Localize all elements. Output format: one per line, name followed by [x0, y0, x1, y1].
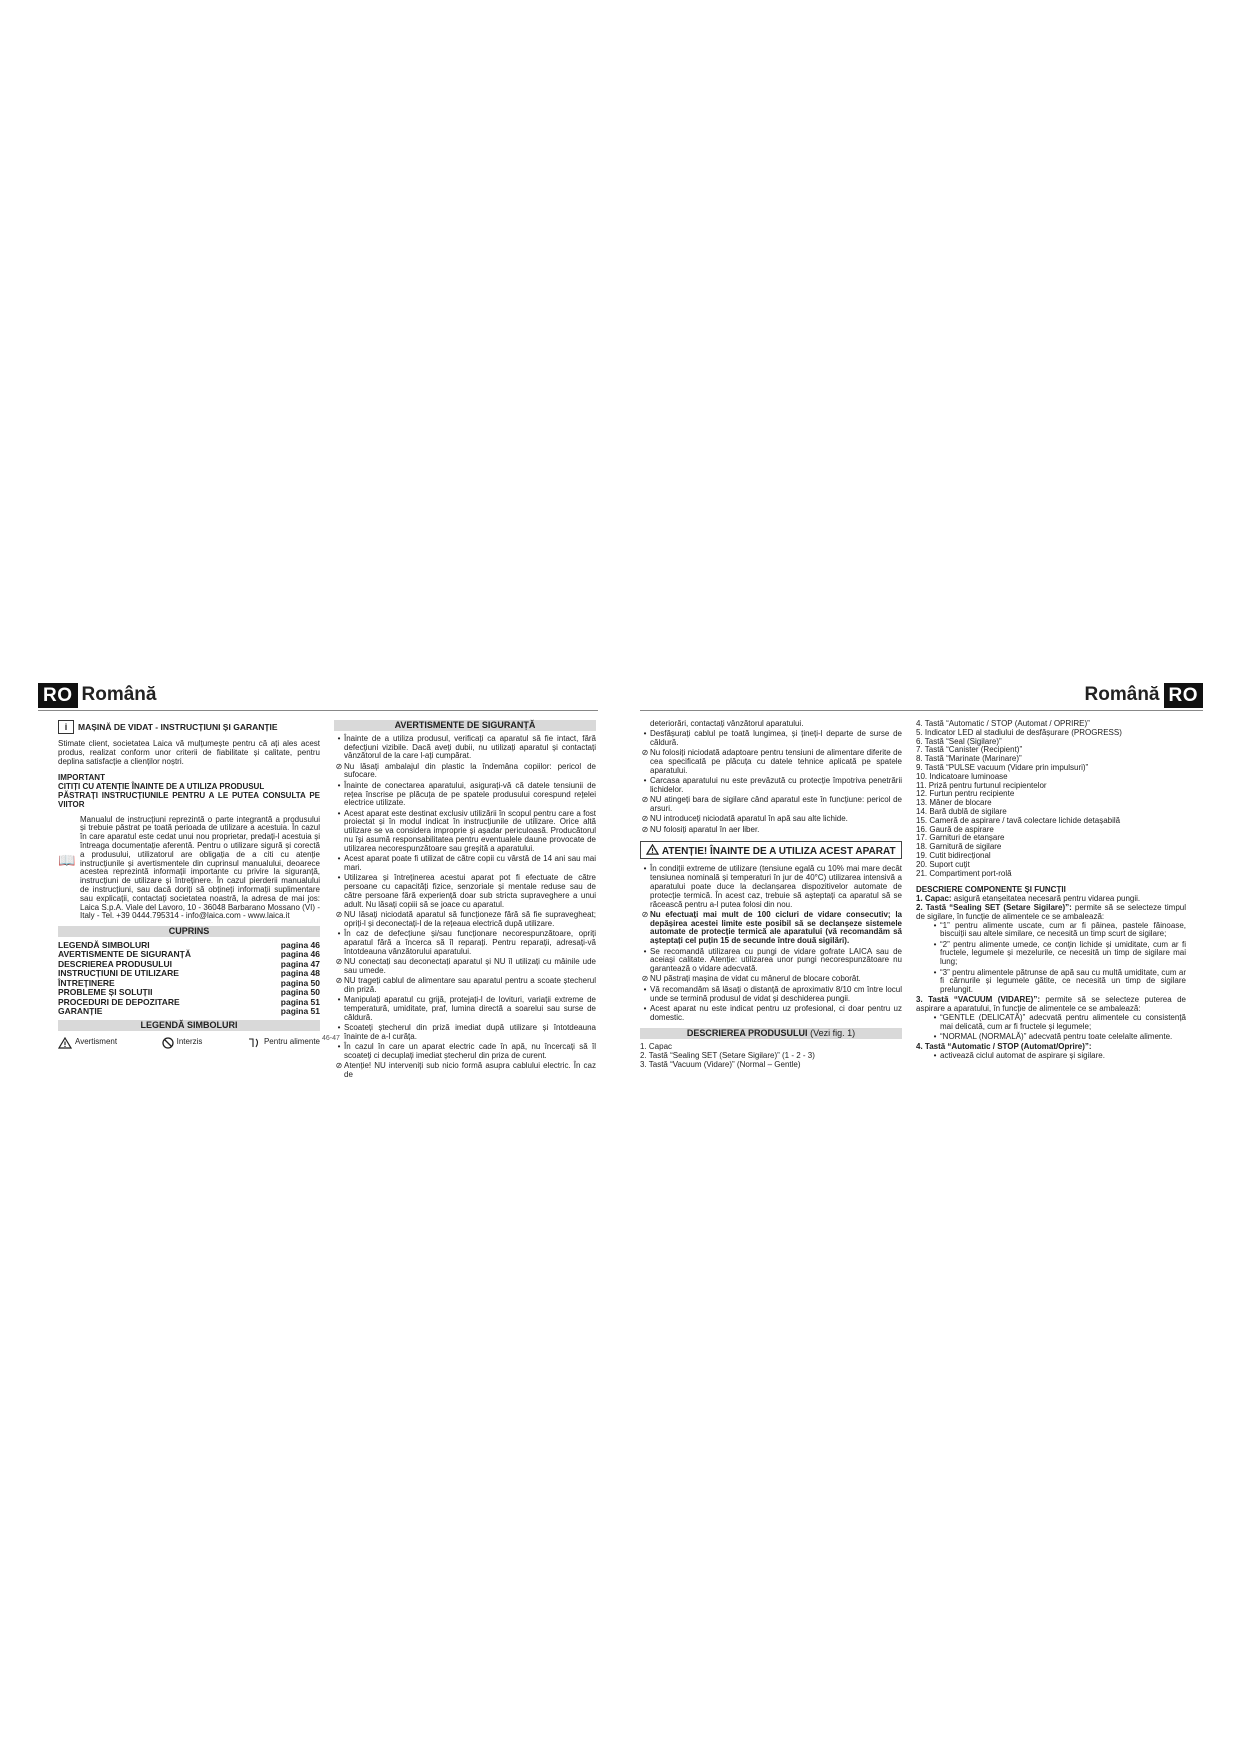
list-item — [334, 958, 596, 976]
toc-page: pagina 46 — [280, 949, 320, 960]
list-item-text: “NORMAL (NORMALĂ)” adecvată pentru toate celelalte alimente. — [940, 1032, 1173, 1042]
list-item-text: NU lăsați niciodată aparatul să funcționeze fără să fie supravegheat; opriți-l și deconectați-l de la rețeaua electrică după utilizare. — [344, 909, 596, 928]
list-item-text: deteriorări, contactați vânzătorul aparatului. — [650, 719, 804, 728]
attention-box: ATENȚIE! ÎNAINTE DE A UTILIZA ACEST APARAT — [640, 841, 902, 860]
list-item — [334, 996, 596, 1022]
list-item-text: NU introduceți niciodată aparatul în apă sau alte lichide. — [650, 814, 848, 824]
list-item-text: Vă recomandăm să lăsați o distanță de aproximativ 8/10 cm între locul unde se termină produsul de vidat și deschiderea pungii. — [650, 984, 902, 1003]
list-item — [640, 749, 902, 775]
list-item-text: Nu efectuați mai mult de 100 cicluri de vidare consecutiv; la depășirea acestei limite este posibil să se declanșeze sistemele automate de protecție termică ale aparatului (vă recomandăm să așteptați cel puțin 15 de secunde între două sigilări). — [650, 909, 902, 946]
list-item-text: Manipulați aparatul cu grijă, protejați-l de lovituri, variații extreme de temperatură, umiditate, praf, lumina directă a soarelui sau surse de căldură. — [344, 995, 596, 1022]
toc-page: pagina 48 — [280, 968, 320, 979]
language-label: Română — [81, 684, 157, 705]
list-item-text: “3” pentru alimentele pătrunse de apă sau cu multă umiditate, cum ar fi cărnurile și legumele gătite, ce necesită un timp de sigilare prelungit. — [940, 967, 1186, 995]
list-item-text: “GENTLE (DELICATĂ)” adecvată pentru alimentele cu consistență mai delicată, cum ar fi fructele și legumele; — [940, 1013, 1186, 1031]
list-item — [334, 735, 596, 761]
list-item — [916, 1014, 1186, 1032]
function-2: 2. Tastă “Sealing SET (Setare Sigilare)”: permite să se selecteze timpul de sigilare, în funcție de alimentele ce se ambalează: — [916, 902, 1186, 921]
function-3-options — [916, 1014, 1186, 1042]
functions-title: DESCRIERE COMPONENTE ȘI FUNCȚII — [916, 885, 1066, 895]
bullet-icon: • — [933, 939, 937, 949]
forbidden-icon: ⊘ — [335, 909, 343, 919]
part-item: 13. Mâner de blocare — [916, 798, 992, 808]
list-item — [334, 1024, 596, 1042]
bullet-icon: • — [933, 1013, 937, 1022]
function-2-options — [916, 922, 1186, 995]
toc-row — [58, 1007, 320, 1017]
bullet-icon: • — [337, 873, 341, 883]
toc-label: LEGENDĂ SIMBOLURI — [58, 939, 150, 950]
important-line: PĂSTRAȚI INSTRUCȚIUNILE PENTRU A LE PUTEA CONSULTA PE VIITOR — [58, 790, 320, 809]
forbidden-icon: ⊘ — [335, 976, 343, 986]
parts-list — [916, 720, 1186, 878]
forbidden-icon: ⊘ — [641, 974, 649, 984]
toc-page: pagina 51 — [280, 996, 320, 1007]
header-rule-left — [38, 710, 598, 711]
list-item — [640, 815, 902, 824]
toc-label: PROCEDURI DE DEPOZITARE — [58, 996, 180, 1007]
food-contact-icon — [247, 1037, 261, 1049]
toc-label: PROBLEME ȘI SOLUȚII — [58, 987, 153, 998]
list-item — [334, 855, 596, 873]
part-item: 5. Indicator LED al stadiului de desfășurare (PROGRESS) — [916, 727, 1122, 737]
language-badge: RO — [1164, 683, 1204, 708]
list-item — [916, 1033, 1186, 1042]
list-item — [334, 911, 596, 929]
list-item — [640, 730, 902, 748]
list-item — [334, 1062, 596, 1080]
part-item: 9. Tastă “PULSE vacuum (Vidare prin impulsuri)” — [916, 762, 1089, 772]
list-item-text: NU păstrați mașina de vidat cu mânerul de blocare coborât. — [650, 974, 861, 984]
forbidden-icon — [162, 1037, 174, 1049]
forbidden-icon: ⊘ — [641, 748, 649, 758]
safety-list — [334, 735, 596, 1080]
list-item-text: Atenție! NU interveniți sub nicio formă asupra cablului electric. În caz de — [344, 1061, 596, 1079]
manual-note — [58, 816, 320, 924]
list-item-text: Utilizarea și întreținerea acestui aparat pot fi efectuate de către persoane cu capacități fizice, senzoriale și mentale reduse sau de către persoane fără experiență doar sub stricta supraveghere a unui adult. Nu lăsați copiii să se joace cu aparatul. — [344, 873, 596, 909]
toc-page: pagina 50 — [280, 977, 320, 988]
list-item — [640, 911, 902, 946]
list-item-text: Acest aparat nu este indicat pentru uz profesional, ci doar pentru uz domestic. — [650, 1003, 902, 1022]
part-item: 19. Cutit bidirecțional — [916, 850, 991, 860]
list-item — [640, 975, 902, 984]
function-4: 4. Tastă “Automatic / STOP (Automat/Oprire)”: — [916, 1042, 1092, 1052]
column-intro — [58, 720, 320, 1049]
bullet-icon: • — [337, 854, 341, 864]
forbidden-icon: ⊘ — [641, 824, 649, 834]
function-4-options — [916, 1052, 1186, 1061]
column-parts — [916, 720, 1186, 1062]
important-line: CITIȚI CU ATENȚIE ÎNAINTE DE A UTILIZA PRODUSUL — [58, 782, 265, 792]
list-item-text: Nu lăsați ambalajul din plastic la îndemâna copiilor: pericol de sufocare. — [344, 761, 596, 780]
part-item: 2. Tastă “Sealing SET (Setare Sigilare)” (1 - 2 - 3) — [640, 1051, 815, 1060]
intro-paragraph: Stimate client, societatea Laica vă mulțumește pentru că ați ales acest produs, realizat conform unor criterii de fiabilitate și calitate, pentru deplina satisfacție a clienților noștri. — [58, 739, 320, 766]
manual-text: Manualul de instrucțiuni reprezintă o parte integrantă a produsului și trebuie păstrat pe toată perioada de utilizare a acestuia. În cazul în care aparatul este cedat unui nou proprietar, predați-l acestuia și întreaga documentație aferentă. Pentru o utilizare sigură și corectă a produsului, utilizatorul are obligația de a citi cu atenție instrucțiunile și avertismentele din cuprinsul manualului, deoarece acestea reprezintă informații importante cu privire la siguranță, instrucțiuni de utilizare și întreținere. În cazul pierderii manualului de instrucțiuni, sau dacă doriți să obțineți informații suplimentare sau explicații, contactați societatea noastră, la adresa de mai jos: Laica S.p.A. Viale del Lavoro, 10 - 36048 Barbarano Mossano (VI) - Italy - Tel. +39 0444.795314 - info@laica.com - www.laica.it — [80, 814, 320, 921]
part-item: 14. Bară dublă de sigilare — [916, 806, 1007, 816]
forbidden-icon: ⊘ — [335, 1061, 343, 1071]
list-item-text: Se recomandă utilizarea cu pungi de vidare gofrate LAICA sau de aceiași calitate. Atenție: utilizarea unor pungi necorespunzătoare nu garantează o vidare adecvată. — [650, 946, 902, 974]
bullet-icon: • — [643, 776, 647, 786]
part-item: 12. Furtun pentru recipiente — [916, 789, 1015, 799]
list-item-text: În caz de defecțiune și/sau funcționare necorespunzătoare, opriți aparatul fără a încerca să îl reparați. Pentru reparații, adresați-vă întotdeauna vânzătorului aparatului. — [344, 929, 596, 956]
list-item-text: Acest aparat este destinat exclusiv utilizării în scopul pentru care a fost proiectat și în modul indicat în instrucțiunile de utilizare. Orice altă utilizare se va considera improprie și așadar periculoasă. Producătorul nu își asumă responsabilitatea pentru eventualele daune provocate de utilizarea necorespunzătoare sau greșită a aparatului. — [344, 808, 596, 853]
bullet-icon: • — [337, 808, 341, 818]
legend-food: Pentru alimente — [247, 1037, 320, 1049]
list-item — [640, 826, 902, 835]
forbidden-icon: ⊘ — [641, 814, 649, 824]
list-item — [640, 948, 902, 974]
part-item: 1. Capac — [640, 1042, 673, 1052]
product-parts-list — [640, 1043, 902, 1069]
toc-label: DESCRIEREA PRODUSULUI — [58, 958, 172, 969]
language-label: Română — [1084, 684, 1160, 705]
part-item: 8. Tastă “Marinate (Marinare)” — [916, 754, 1022, 764]
list-item — [640, 720, 902, 729]
bullet-icon: • — [337, 929, 341, 939]
part-item: 6. Tastă “Seal (Sigilare)” — [916, 736, 1002, 746]
toc-label: INSTRUCȚIUNI DE UTILIZARE — [58, 968, 179, 979]
list-item — [334, 930, 596, 956]
legend-warning: Avertisment — [58, 1037, 117, 1049]
part-item: 18. Garnitură de sigilare — [916, 842, 1002, 852]
safety-title: AVERTISMENTE DE SIGURANȚĂ — [334, 720, 596, 731]
symbol-legend — [58, 1037, 320, 1049]
forbidden-icon: ⊘ — [335, 956, 343, 966]
legend-title: LEGENDĂ SIMBOLURI — [58, 1020, 320, 1031]
page-number: 46-47 — [322, 1035, 340, 1042]
bullet-icon: • — [337, 1042, 341, 1052]
column-safety — [334, 720, 596, 1081]
toc-page: pagina 51 — [280, 1006, 320, 1017]
list-item-text: activează ciclul automat de aspirare și sigilare. — [940, 1051, 1105, 1061]
bullet-icon: • — [643, 946, 647, 956]
list-item — [916, 1052, 1186, 1061]
list-item — [640, 796, 902, 814]
important-heading: IMPORTANT — [58, 773, 105, 783]
part-item: 21. Compartiment port-rolă — [916, 868, 1012, 878]
list-item — [334, 810, 596, 854]
toc-page: pagina 46 — [280, 939, 320, 950]
part-item: 10. Indicatoare luminoase — [916, 771, 1008, 781]
header-rule-right — [640, 710, 1203, 711]
list-item — [640, 777, 902, 795]
part-item: 4. Tastă “Automatic / STOP (Automat / OPRIRE)” — [916, 719, 1090, 728]
toc-page: pagina 50 — [280, 987, 320, 998]
part-item: 20. Suport cuțit — [916, 859, 970, 869]
part-item: 3. Tastă “Vacuum (Vidare)” (Normal – Gentle) — [640, 1059, 801, 1069]
header-left — [38, 682, 160, 708]
safety-list-continued — [640, 720, 902, 835]
legend-forbidden: Interzis — [162, 1037, 203, 1049]
info-book-icon: i — [58, 720, 74, 734]
list-item-text: În condiții extreme de utilizare (tensiune egală cu 10% mai mare decât tensiunea nominală și temperaturi în jur de 40°C) utilizarea intensivă a aparatului poate duce la declanșarea dispozitivelor automate de protecție termică. În acest caz, trebuie să așteptați ca aparatul să se răcească pentru a-l putea folosi din nou. — [650, 864, 902, 909]
list-item — [640, 865, 902, 909]
list-item — [334, 874, 596, 909]
toc-label: GARANȚIE — [58, 1006, 103, 1017]
header-right — [1081, 682, 1203, 708]
list-item-text: Acest aparat poate fi utilizat de către copii cu vârstă de 14 ani sau mai mari. — [344, 854, 596, 872]
warning-icon — [646, 844, 659, 855]
list-item — [334, 763, 596, 781]
list-item — [334, 977, 596, 995]
bullet-icon — [640, 720, 650, 729]
forbidden-icon: ⊘ — [641, 795, 649, 805]
bullet-icon: • — [337, 780, 341, 790]
list-item — [916, 922, 1186, 940]
bullet-icon: • — [643, 984, 647, 994]
list-item — [916, 941, 1186, 967]
part-item: 15. Cameră de aspirare / tavă colectare lichide detașabilă — [916, 815, 1121, 825]
list-item — [334, 1043, 596, 1061]
list-item — [334, 782, 596, 808]
part-item: 11. Priză pentru furtunul recipientelor — [916, 780, 1047, 790]
list-item — [640, 986, 902, 1004]
bullet-icon: • — [643, 1003, 647, 1013]
list-item-text: NU folosiți aparatul în aer liber. — [650, 824, 760, 834]
list-item-text: Înainte de a utiliza produsul, verificați ca aparatul să fie intact, fără defecțiuni vizibile. Dacă aveți dubii, nu utilizați aparatul și contactați vânzătorul de la care l-ați cumpărat. — [344, 733, 596, 761]
list-item-text: “1” pentru alimente uscate, cum ar fi pâinea, pastele făinoase, biscuiții sau altele similare, ce necesită un timp scurt de sigilare; — [940, 920, 1186, 939]
part-item: 17. Garnituri de etanșare — [916, 833, 1005, 843]
list-item-text: Nu folosiți niciodată adaptoare pentru tensiuni de alimentare diferite de cea specificată pe plăcuța cu datele tehnice aplicată pe spatele aparatului. — [650, 748, 902, 775]
toc-label: AVERTISMENTE DE SIGURANȚĂ — [58, 949, 192, 960]
function-1: 1. Capac: asigură etanșeitatea necesară pentru vidarea pungii. — [916, 894, 1141, 904]
list-item-text: Scoateți ștecherul din priză imediat după utilizare și întotdeauna înainte de a-l curăța. — [344, 1023, 596, 1041]
bullet-icon: • — [337, 995, 341, 1005]
bullet-icon: • — [933, 1032, 937, 1042]
bullet-icon: • — [933, 1051, 937, 1061]
product-description-title: DESCRIEREA PRODUSULUI (Vezi fig. 1) — [640, 1028, 902, 1039]
manual-title: i MAȘINĂ DE VIDAT - INSTRUCȚIUNI ȘI GARANȚIE — [58, 720, 320, 734]
list-item-text: Înainte de conectarea aparatului, asigurați-vă că datele tensiunii de rețea înscrise pe plăcuța de pe spatele produsului corespund rețelei electrice utilizate. — [344, 780, 596, 808]
list-item-text: Carcasa aparatului nu este prevăzută cu protecție împotriva penetrării lichidelor. — [650, 776, 902, 795]
list-item-text: NU trageți cablul de alimentare sau aparatul pentru a scoate ștecherul din priză. — [344, 976, 596, 994]
open-book-icon: 📖 — [58, 851, 76, 868]
list-item — [640, 1005, 902, 1023]
bullet-icon: • — [337, 1023, 341, 1032]
table-of-contents — [58, 941, 320, 1017]
bullet-icon: • — [337, 733, 341, 743]
column-warnings — [640, 720, 902, 1070]
forbidden-icon: ⊘ — [641, 909, 649, 919]
warning-icon — [58, 1037, 72, 1049]
list-item — [916, 969, 1186, 995]
toc-title: CUPRINS — [58, 926, 320, 937]
list-item-text: NU atingeți bara de sigilare când aparatul este în funcțiune: pericol de arsuri. — [650, 795, 902, 814]
list-item-text: În cazul în care un aparat electric cade în apă, nu încercați să îl scoateți ci decuplați imediat ștecherul din priza de curent. — [344, 1042, 596, 1060]
list-item-text: “2” pentru alimente umede, ce conțin lichide și umiditate, cum ar fi fructele, legumele și mezelurile, ce necesită un timp de sigilare mai lung; — [940, 939, 1186, 967]
part-item: 7. Tastă “Canister (Recipient)” — [916, 745, 1023, 755]
function-3: 3. Tastă “VACUUM (VIDARE)”: permite să se selecteze puterea de aspirare a aparatului, în funcție de alimentele ce se ambalează: — [916, 995, 1186, 1014]
list-item-text: Desfășurați cablul pe toată lungimea, și țineți-l departe de surse de căldură. — [650, 729, 902, 748]
forbidden-icon: ⊘ — [335, 761, 343, 771]
toc-label: ÎNTREȚINERE — [58, 977, 115, 988]
bullet-icon: • — [643, 864, 647, 874]
bullet-icon: • — [933, 967, 937, 977]
bullet-icon: • — [933, 920, 937, 930]
language-badge: RO — [38, 683, 78, 708]
part-item: 16. Gaură de aspirare — [916, 824, 994, 834]
toc-page: pagina 47 — [280, 958, 320, 969]
list-item-text: NU conectați sau deconectați aparatul și NU îl utilizați cu mâinile ude sau umede. — [344, 956, 596, 975]
usage-warnings — [640, 865, 902, 1022]
bullet-icon: • — [643, 729, 647, 739]
